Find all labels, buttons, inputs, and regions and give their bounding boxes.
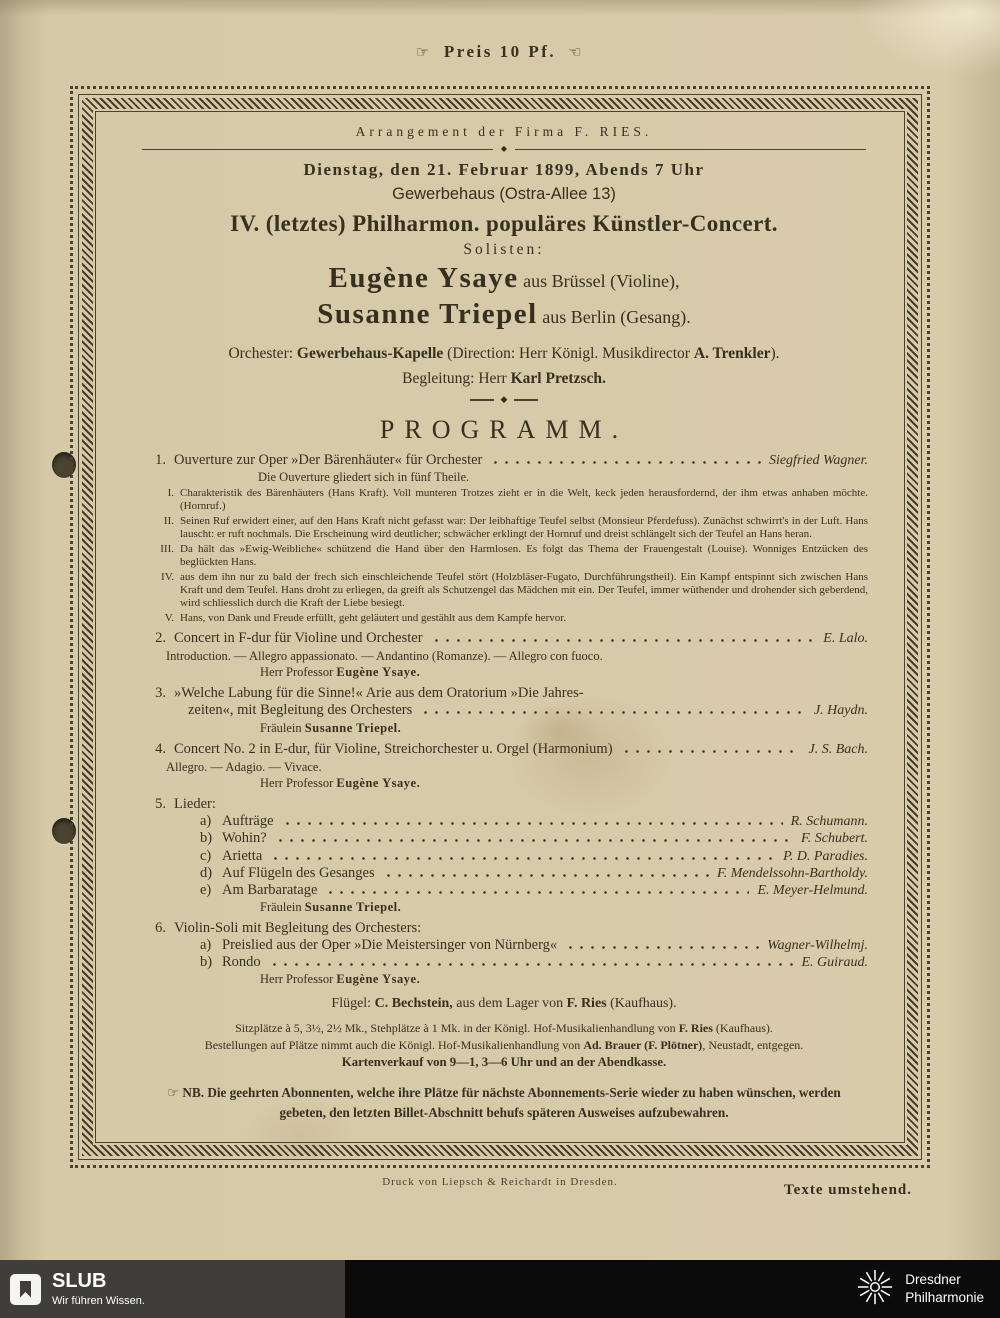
- program-item-5: [140, 796, 868, 915]
- note-numeral: II.: [163, 515, 174, 528]
- manicule-icon: ☞: [167, 1085, 180, 1101]
- program-item-4: [140, 741, 868, 791]
- note-text: Charakteristik des Bärenhäuters (Hans Kraft). Voll munteren Trotzes zieht er in die Welt, keck jeden herausfordernd, der ihm etwas anhaben möchte. (Hornruf.): [180, 487, 868, 513]
- song-row: [200, 848, 868, 865]
- programm-heading: PROGRAMM.: [379, 414, 629, 444]
- performer-prefix: Herr Professor: [260, 664, 334, 679]
- song-title: Rondo: [222, 954, 261, 971]
- diamond-icon: ◆: [500, 394, 508, 405]
- performer-name: Susanne Triepel.: [304, 899, 402, 914]
- item-number: 5.: [155, 795, 166, 812]
- philharmonie-name-line2: Philharmonie: [905, 1290, 984, 1305]
- program-row: [140, 630, 868, 648]
- leader-dots: [282, 822, 783, 825]
- item-number: 1.: [155, 451, 166, 468]
- slub-logo[interactable]: [0, 1260, 345, 1318]
- program-item-6: [140, 920, 868, 988]
- performer-prefix: Herr Professor: [260, 972, 334, 987]
- song-title: Auf Flügeln des Gesanges: [222, 864, 375, 881]
- item-title: Concert No. 2 in E-dur, für Violine, Streichorchester u. Orgel (Harmonium): [174, 741, 613, 758]
- composer: E. Meyer-Helmund.: [757, 882, 868, 898]
- leader-dots: [383, 874, 709, 877]
- manicule-left-icon: ☞: [415, 43, 432, 61]
- movements-line: Allegro. — Adagio. — Vivace.: [166, 759, 322, 774]
- library-brand-bar: [0, 1260, 1000, 1318]
- manicule-right-icon: ☜: [568, 43, 585, 61]
- note-text: Da hält das »Ewig-Weibliche« schützend die Hand über den Harmlosen. Es folgt das Thema der Frauengestalt (Louise). Wonniges Entzücken des beglückten Hans.: [180, 543, 868, 569]
- performer-name: Eugène Ysaye.: [336, 664, 421, 679]
- composer: P. D. Paradies.: [783, 848, 868, 864]
- orchestra-line: [140, 345, 868, 363]
- song-title: Arietta: [222, 847, 263, 864]
- soloist-1: [140, 262, 868, 295]
- item-subtitle: Die Ouverture gliedert sich in fünf Theile.: [258, 470, 470, 485]
- song-label: a): [200, 937, 212, 954]
- piano-credit-line: [140, 996, 868, 1012]
- song-row: [200, 954, 868, 971]
- movement-note: [140, 487, 868, 513]
- program-row: [140, 741, 868, 759]
- item-number: 6.: [155, 919, 166, 936]
- song-title: Aufträge: [222, 813, 274, 830]
- movement-note: [140, 515, 868, 541]
- note-numeral: III.: [160, 543, 174, 556]
- item-title-line2: zeiten«, mit Begleitung des Orchesters: [188, 702, 413, 719]
- orchestra-direction: (Direction: Herr Königl. Musikdirector: [447, 344, 690, 362]
- soloists-label: Solisten:: [463, 241, 545, 258]
- item-title: Ouverture zur Oper »Der Bärenhäuter« für Orchester: [174, 451, 483, 468]
- composer: E. Guiraud.: [801, 955, 868, 971]
- leader-dots: [621, 750, 801, 753]
- piano-brand: C. Bechstein,: [374, 996, 453, 1012]
- divider-rule: [142, 145, 866, 153]
- leader-dots: [431, 639, 816, 642]
- item-number: 4.: [155, 741, 166, 758]
- program-row: [140, 452, 868, 470]
- ticket-line-2: Bestellungen auf Plätze nimmt auch die Königl. Hof-Musikalienhandlung von Ad. Brauer (F. Plötner), Neustadt, entgegen.: [204, 1038, 804, 1053]
- song-row: [200, 830, 868, 847]
- venue-line: Gewerbehaus (Ostra-Allee 13): [392, 185, 616, 203]
- punch-hole-bottom: [52, 818, 76, 844]
- fluegel-label: Flügel:: [331, 996, 372, 1012]
- song-row: [200, 937, 868, 954]
- note-numeral: IV.: [161, 571, 174, 584]
- accompanist-name: Karl Pretzsch.: [510, 369, 606, 387]
- composer: F. Schubert.: [800, 831, 868, 847]
- performer-line: [260, 721, 868, 736]
- performer-prefix: Fräulein: [260, 899, 302, 914]
- leader-dots: [420, 711, 806, 714]
- program-item-1: [140, 452, 868, 625]
- performer-prefix: Fräulein: [260, 721, 302, 736]
- orchestra-director: A. Trenkler: [693, 344, 771, 362]
- composer: Wagner-Wilhelmj.: [767, 938, 868, 954]
- item-number: 3.: [155, 684, 166, 701]
- orchestra-end: ).: [770, 344, 780, 362]
- performer-prefix: Herr Professor: [260, 775, 334, 790]
- subscriber-notice: [140, 1083, 868, 1122]
- ticket-sale-hours: Kartenverkauf von 9—1, 3—6 Uhr und an der Abendkasse.: [341, 1054, 667, 1069]
- item-title: Lieder:: [174, 795, 216, 812]
- leader-dots: [490, 461, 761, 464]
- leader-dots: [270, 857, 775, 860]
- punch-hole-top: [52, 452, 76, 478]
- price-text: Preis 10 Pf.: [443, 42, 557, 61]
- leader-dots: [275, 839, 793, 842]
- item-title: Concert in F-dur für Violine und Orchester: [174, 630, 423, 647]
- program-item-3: [140, 685, 868, 736]
- nb-label: NB.: [182, 1084, 205, 1100]
- soloist-1-name: Eugène Ysaye: [328, 262, 519, 294]
- orchestra-label: Orchester:: [228, 344, 294, 362]
- note-numeral: I.: [167, 487, 174, 500]
- performer-line: [260, 972, 868, 987]
- price-banner: [0, 42, 1000, 62]
- fluegel-middle: aus dem Lager von: [456, 996, 564, 1012]
- ornamental-border-frame: [78, 94, 922, 1160]
- note-text: aus dem ihn nur zu bald der frech sich einschleichende Teufel stört (Holzbläser-Fugato, Durchführungstheil). Ein Kampf entspinnt sich zwischen Hans Kraft und dem Teufel. Hans droht zu erliegen, da greift als Schutzengel das Mädchen mit ein. Der Teufel, immer wüthender und drohender sich geberdend, wird schliesslich durch die Kraft der Liebe besiegt.: [180, 571, 868, 610]
- performer-name: Eugène Ysaye.: [336, 775, 421, 790]
- song-row: [200, 865, 868, 882]
- movement-note: [140, 543, 868, 569]
- composer: J. Haydn.: [813, 703, 868, 719]
- performer-name: Susanne Triepel.: [304, 721, 402, 736]
- philharmonie-name-line1: Dresdner: [905, 1272, 961, 1288]
- slub-logo-icon: [10, 1274, 41, 1305]
- performer-line: [260, 900, 868, 915]
- ticket-line-1: Sitzplätze à 5, 3½, 2½ Mk., Stehplätze à 1 Mk. in der Königl. Hof-Musikalienhandlung von F. Ries (Kaufhaus).: [235, 1021, 773, 1036]
- song-label: c): [200, 847, 212, 864]
- performer-name: Eugène Ysaye.: [336, 972, 421, 987]
- soloist-2: [140, 298, 868, 331]
- soloist-2-origin: aus Berlin (Gesang).: [542, 307, 691, 328]
- leader-dots: [565, 946, 759, 949]
- composer: R. Schumann.: [790, 814, 868, 830]
- concert-title: IV. (letztes) Philharmon. populäres Künstler-Concert.: [230, 211, 778, 236]
- soloist-1-origin: aus Brüssel (Violine),: [523, 271, 680, 291]
- printer-credit: Druck von Liepsch & Reichardt in Dresden.: [382, 1176, 618, 1188]
- item-number: 2.: [155, 630, 166, 647]
- accompaniment-label: Begleitung: Herr: [402, 369, 507, 387]
- diamond-icon: ◆: [500, 144, 508, 153]
- composer: J. S. Bach.: [808, 742, 868, 758]
- divider-ornament: [140, 396, 868, 405]
- composer: F. Mendelssohn-Bartholdy.: [716, 865, 868, 881]
- song-label: b): [200, 954, 213, 971]
- program-row: [140, 702, 868, 720]
- ticket-info: [140, 1020, 868, 1072]
- composer: E. Lalo.: [823, 631, 868, 647]
- song-title: Preislied aus der Oper »Die Meistersinger von Nürnberg«: [222, 937, 558, 954]
- movement-note: [140, 571, 868, 610]
- slub-tagline: Wir führen Wissen.: [52, 1295, 145, 1307]
- verso-note: Texte umstehend.: [784, 1182, 912, 1198]
- program-row: [140, 796, 868, 813]
- performer-line: [260, 665, 868, 680]
- movement-note: [140, 612, 868, 625]
- movements-line: Introduction. — Allegro appassionato. — Andantino (Romanze). — Allegro con fuoco.: [166, 648, 603, 663]
- song-title: Wohin?: [222, 830, 267, 847]
- orchestra-name: Gewerbehaus-Kapelle: [296, 344, 444, 362]
- composer: Siegfried Wagner.: [768, 452, 868, 468]
- fluegel-end: (Kaufhaus).: [610, 996, 677, 1012]
- song-title: Am Barbaratage: [222, 881, 318, 898]
- note-text: Seinen Ruf erwidert einer, auf den Hans Kraft nicht gefasst war: Der leibhaftige Teufel selbst (Monsieur Pferdefuss). Zunächst schwirrt's in der Luft. Hans lauscht: er ruft nochmals. Die Erscheinung wird deutlicher; schwächer erklingt der Hornruf und dreist schlängelt sich der Teufel an Hans heran.: [180, 515, 868, 541]
- program-row: [140, 685, 868, 702]
- leader-dots: [269, 963, 794, 966]
- song-label: d): [200, 864, 213, 881]
- performer-line: [260, 776, 868, 791]
- item-title-line1: »Welche Labung für die Sinne!« Arie aus dem Oratorium »Die Jahres-: [174, 684, 584, 701]
- date-line: Dienstag, den 21. Februar 1899, Abends 7 Uhr: [303, 160, 705, 179]
- note-numeral: V.: [164, 612, 174, 625]
- program-content: [96, 112, 904, 1142]
- song-label: b): [200, 830, 213, 847]
- song-label: e): [200, 881, 212, 898]
- accompaniment-line: [140, 370, 868, 388]
- song-row: [200, 813, 868, 830]
- store-name: F. Ries: [566, 996, 607, 1012]
- item-title: Violin-Soli mit Begleitung des Orchesters:: [174, 919, 422, 936]
- soloist-2-name: Susanne Triepel: [317, 298, 538, 331]
- song-label: a): [200, 813, 212, 830]
- arrangement-line: Arrangement der Firma F. RIES.: [355, 124, 653, 139]
- program-item-2: [140, 630, 868, 680]
- philharmonie-burst-icon: [856, 1268, 894, 1311]
- note-text: Hans, von Dank und Freude erfüllt, geht geläutert und gestählt aus dem Kampfe hervor.: [180, 612, 567, 625]
- slub-name: SLUB: [52, 1270, 107, 1292]
- nb-text: Die geehrten Abonnenten, welche ihre Plätze für nächste Abonnements-Serie wieder zu haben wünschen, werden gebeten, den letzten Billet-Abschnitt behufs späteren Ausweises aufzubewahren.: [207, 1084, 841, 1121]
- program-row: [140, 920, 868, 937]
- song-row: [200, 882, 868, 899]
- dresdner-philharmonie-logo[interactable]: [856, 1260, 1000, 1318]
- leader-dots: [325, 891, 749, 894]
